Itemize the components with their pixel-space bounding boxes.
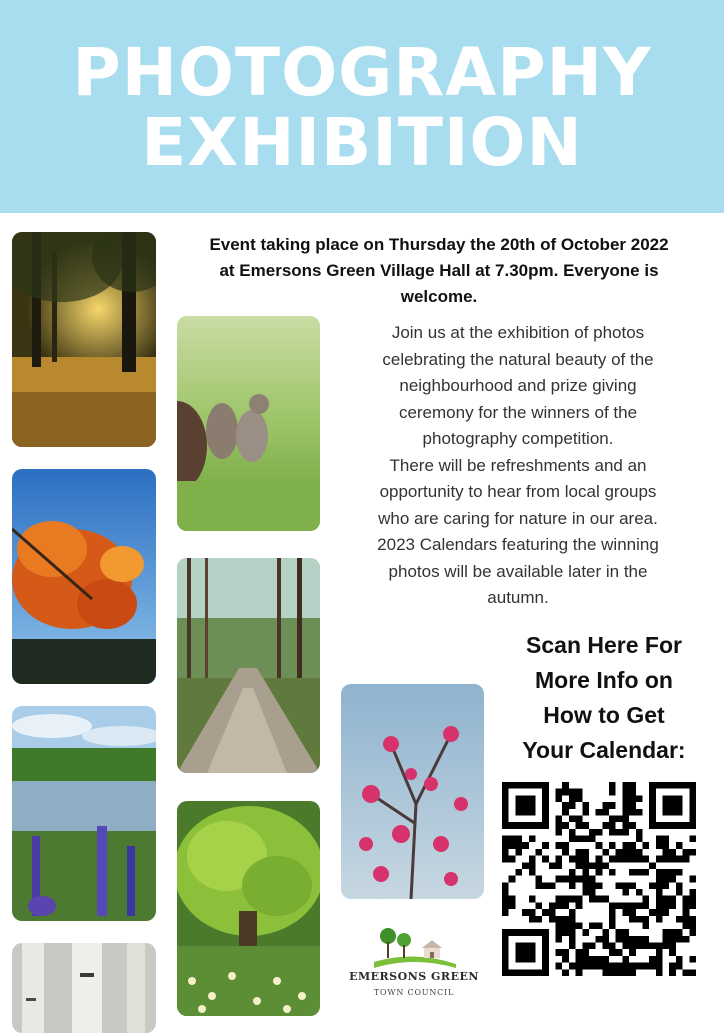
page-title (0, 34, 724, 181)
photo-pink-blossom (341, 684, 484, 899)
description-line: autumn. (487, 588, 549, 607)
photo-autumn-leaves (12, 469, 156, 684)
scan-line: Scan Here For (526, 632, 682, 658)
description-line: 2023 Calendars featuring the winning (377, 535, 659, 554)
event-line-1: Event taking place on Thursday the 20th of October 2022 (209, 235, 669, 254)
qr-code[interactable] (502, 782, 696, 976)
description-line: There will be refreshments and an (389, 455, 647, 475)
photo-squirrel (177, 316, 320, 531)
photo-forest-boardwalk (177, 558, 320, 773)
scan-cta (496, 628, 712, 768)
logo-trees-icon (346, 922, 482, 972)
description-text (346, 320, 690, 612)
photo-birch-trunks (12, 943, 156, 1033)
description-line: photography competition. (422, 429, 614, 448)
description-line: celebrating the natural beauty of the (382, 349, 654, 369)
event-line-2: at Emersons Green Village Hall at 7.30pm. Everyone is (219, 261, 659, 280)
description-line: who are caring for nature in our area. (378, 508, 658, 528)
description-line: ceremony for the winners of the (398, 402, 638, 422)
qr-code-image[interactable] (502, 782, 696, 976)
scan-line: How to Get (543, 702, 665, 728)
description-line: neighbourhood and prize giving (399, 376, 637, 395)
scan-line: More Info on (535, 667, 673, 693)
photo-sunlit-forest (12, 232, 156, 447)
title-line-2: EXHIBITION (141, 104, 583, 181)
scan-line: Your Calendar: (522, 737, 686, 763)
event-details (178, 232, 700, 310)
description-line: photos will be available later in the (388, 561, 648, 581)
description-line: opportunity to hear from local groups (379, 482, 657, 501)
header-banner (0, 0, 724, 213)
photo-lake-lupins (12, 706, 156, 921)
description-line: Join us at the exhibition of photos (391, 323, 645, 342)
title-line-1: PHOTOGRAPHY (72, 34, 652, 111)
logo-name: EMERSONS GREEN (349, 970, 479, 983)
event-line-3: welcome. (400, 287, 478, 306)
logo-subtitle: TOWN COUNCIL (373, 988, 455, 997)
photo-green-tree (177, 801, 320, 1016)
